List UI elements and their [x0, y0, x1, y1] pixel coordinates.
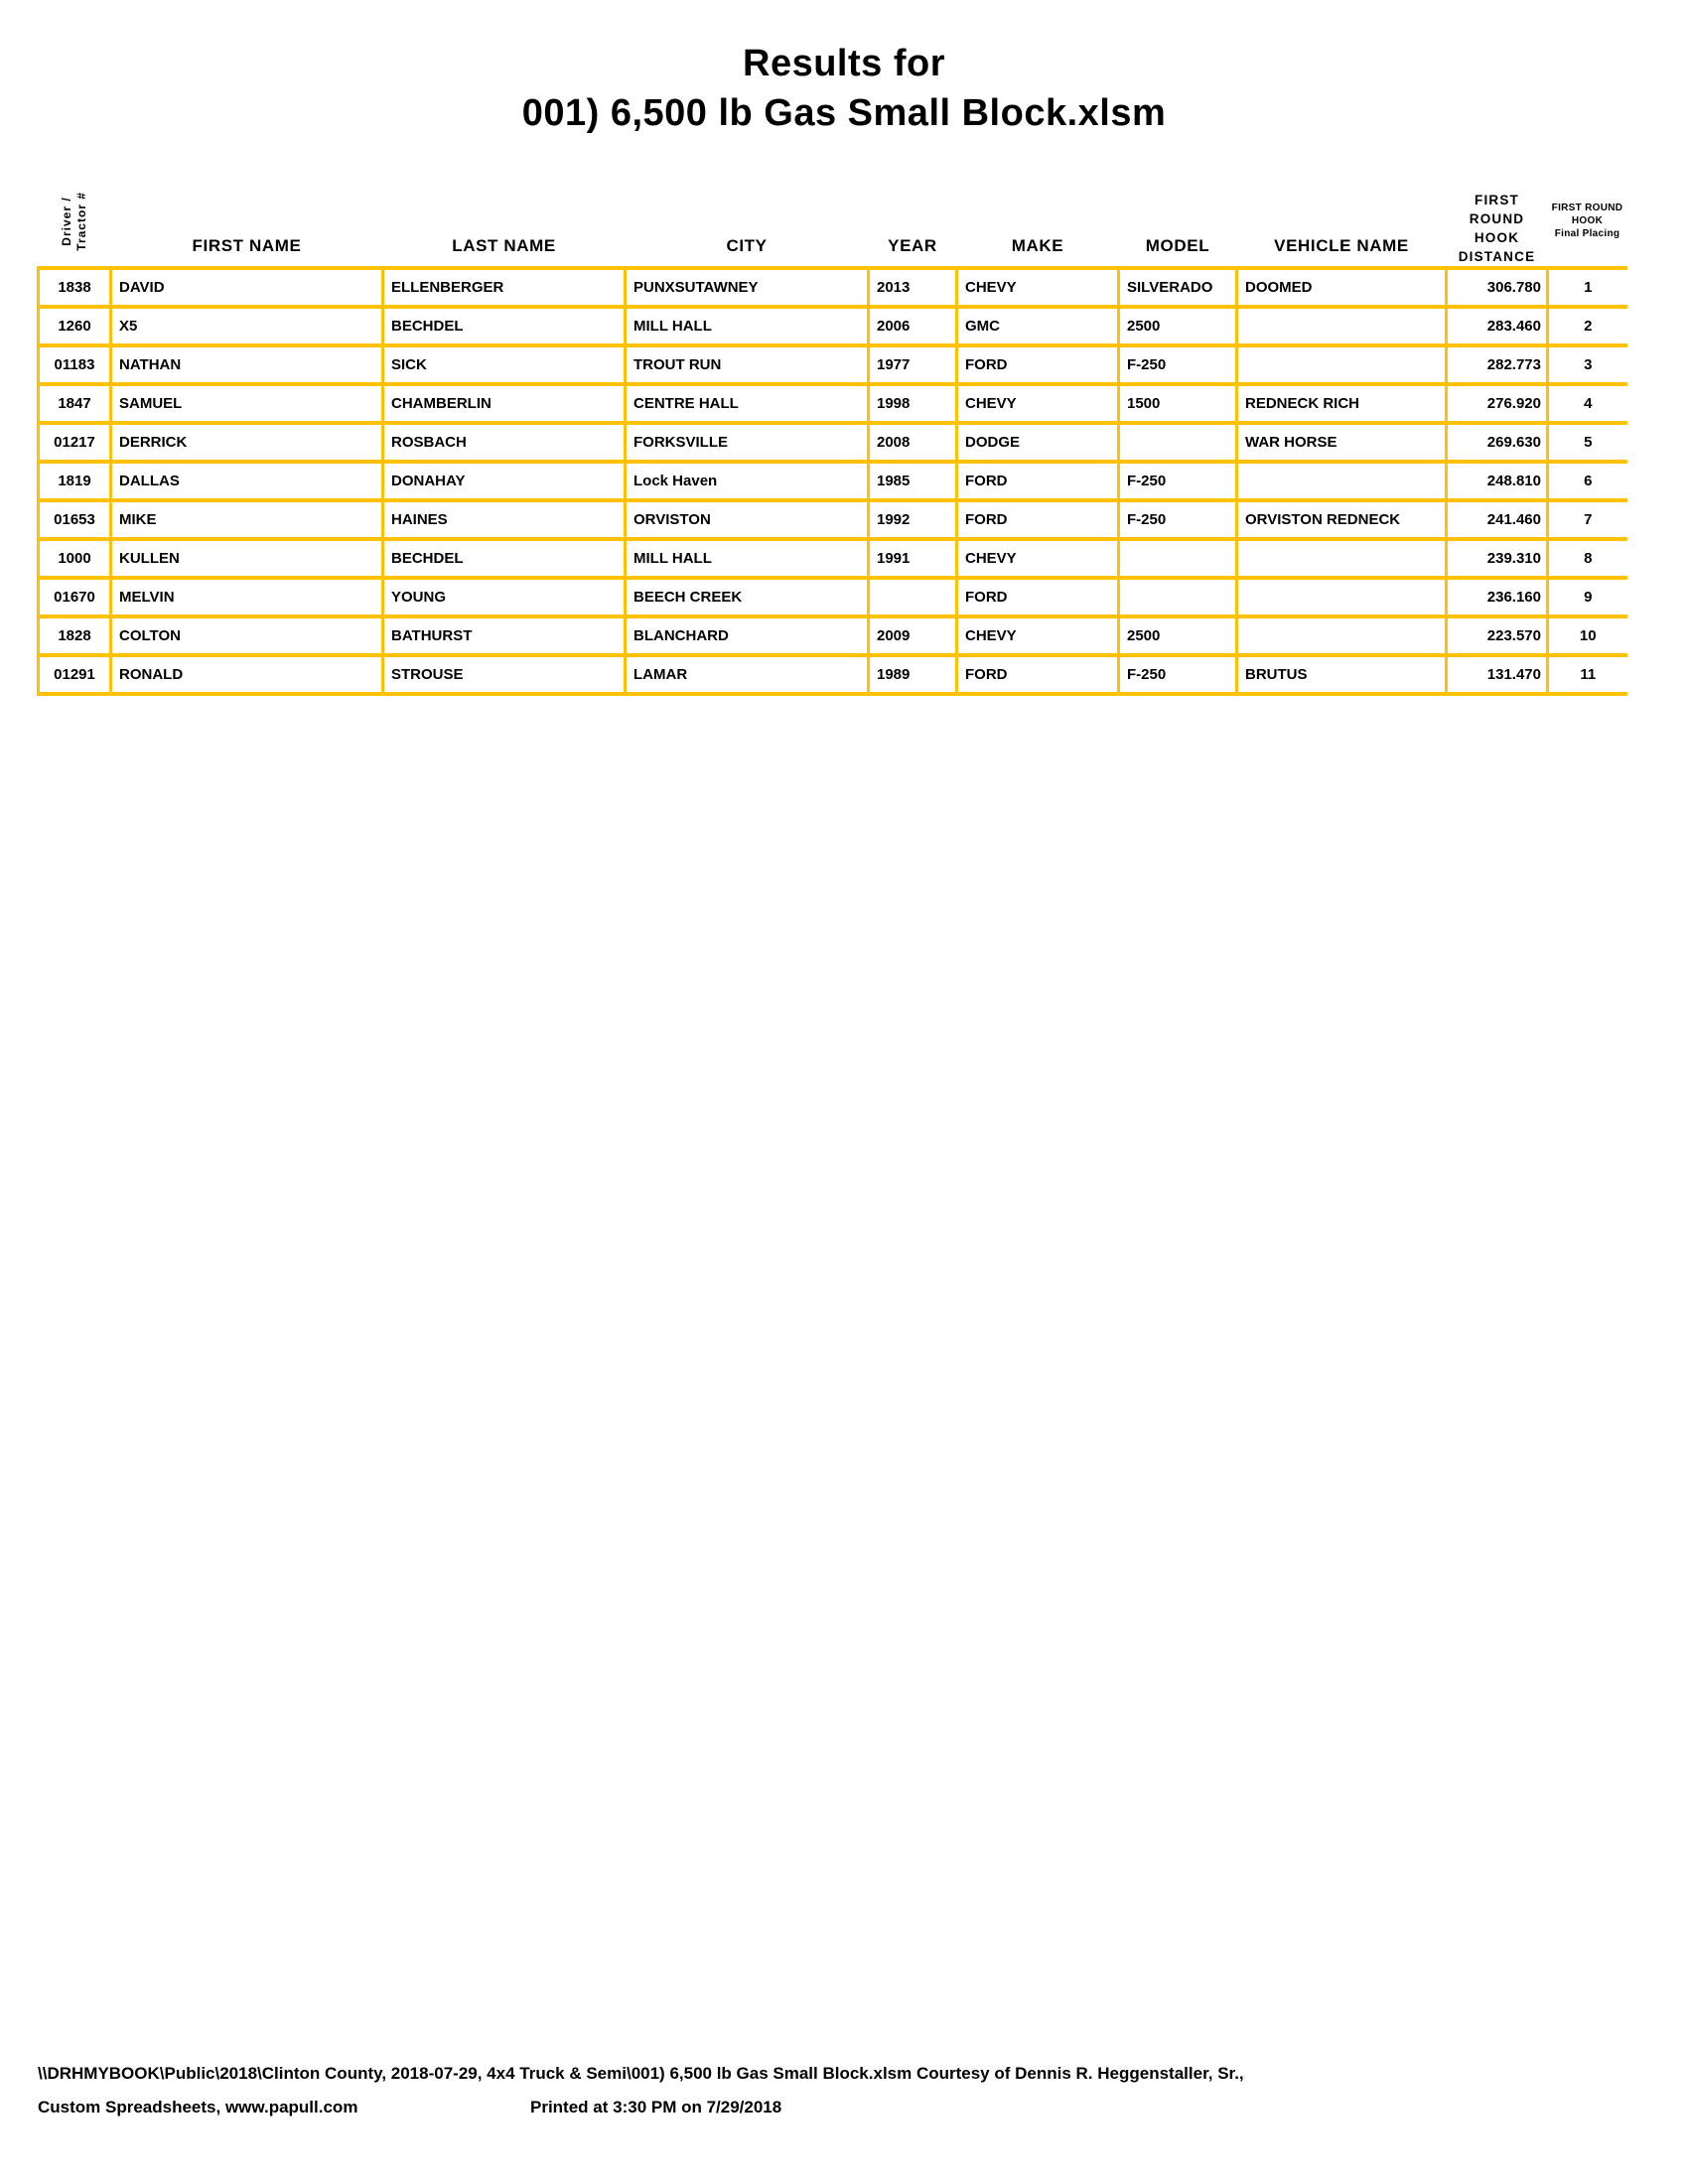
- cell-vehicle-name: [1237, 462, 1447, 500]
- cell-first-name: DALLAS: [111, 462, 383, 500]
- footer-printed-timestamp: Printed at 3:30 PM on 7/29/2018: [530, 2098, 782, 2116]
- cell-hook-distance: 236.160: [1447, 578, 1548, 616]
- cell-vehicle-name: [1237, 539, 1447, 578]
- table-row: [39, 384, 1627, 423]
- cell-first-name: NATHAN: [111, 345, 383, 384]
- footer-second-line: [38, 2091, 1656, 2124]
- column-header-model: MODEL: [1145, 236, 1210, 255]
- header-placing-line1: FIRST ROUND: [1551, 203, 1623, 213]
- cell-hook-distance: 223.570: [1447, 616, 1548, 655]
- cell-last-name: SICK: [383, 345, 626, 384]
- cell-model: [1119, 539, 1237, 578]
- cell-vehicle-name: [1237, 578, 1447, 616]
- cell-make: FORD: [957, 578, 1119, 616]
- cell-last-name: DONAHAY: [383, 462, 626, 500]
- cell-driver-tractor-number: 1847: [39, 384, 111, 423]
- cell-hook-distance: 283.460: [1447, 307, 1548, 345]
- header-distance-line1: FIRST: [1475, 193, 1519, 207]
- cell-last-name: STROUSE: [383, 655, 626, 694]
- column-header-city: CITY: [726, 236, 768, 255]
- cell-year: 1991: [869, 539, 957, 578]
- cell-hook-distance: 241.460: [1447, 500, 1548, 539]
- table-row: [39, 423, 1627, 462]
- cell-final-placing: 2: [1548, 307, 1627, 345]
- cell-model: F-250: [1119, 500, 1237, 539]
- results-table: [37, 137, 1627, 696]
- cell-city: BEECH CREEK: [626, 578, 869, 616]
- cell-city: BLANCHARD: [626, 616, 869, 655]
- footer-credit-text: Custom Spreadsheets, www.papull.com: [38, 2098, 358, 2116]
- cell-last-name: BATHURST: [383, 616, 626, 655]
- cell-first-name: KULLEN: [111, 539, 383, 578]
- table-row: [39, 500, 1627, 539]
- header-placing-line2: HOOK: [1571, 215, 1604, 226]
- cell-driver-tractor-number: 1260: [39, 307, 111, 345]
- cell-year: 1989: [869, 655, 957, 694]
- report-footer: [38, 2057, 1656, 2124]
- column-header-vehicle-name: VEHICLE NAME: [1274, 236, 1409, 255]
- table-row: [39, 616, 1627, 655]
- cell-first-name: DERRICK: [111, 423, 383, 462]
- cell-first-name: SAMUEL: [111, 384, 383, 423]
- column-header-driver-tractor-number: [39, 137, 111, 268]
- cell-make: CHEVY: [957, 539, 1119, 578]
- cell-model: F-250: [1119, 462, 1237, 500]
- cell-final-placing: 10: [1548, 616, 1627, 655]
- cell-model: 2500: [1119, 307, 1237, 345]
- cell-year: 1977: [869, 345, 957, 384]
- cell-driver-tractor-number: 01217: [39, 423, 111, 462]
- cell-last-name: YOUNG: [383, 578, 626, 616]
- cell-driver-tractor-number: 01291: [39, 655, 111, 694]
- cell-city: MILL HALL: [626, 307, 869, 345]
- cell-make: FORD: [957, 345, 1119, 384]
- cell-vehicle-name: WAR HORSE: [1237, 423, 1447, 462]
- header-driver-line1: Driver /: [60, 197, 73, 246]
- cell-vehicle-name: ORVISTON REDNECK: [1237, 500, 1447, 539]
- table-row: [39, 307, 1627, 345]
- cell-city: CENTRE HALL: [626, 384, 869, 423]
- cell-vehicle-name: [1237, 616, 1447, 655]
- table-row: [39, 345, 1627, 384]
- column-header-first-round-hook-distance: [1447, 137, 1548, 268]
- rotated-header-text: [60, 192, 89, 251]
- cell-first-name: DAVID: [111, 268, 383, 307]
- cell-last-name: HAINES: [383, 500, 626, 539]
- results-table-body: [39, 268, 1627, 694]
- cell-make: FORD: [957, 500, 1119, 539]
- column-header-first-name: FIRST NAME: [192, 236, 302, 255]
- cell-city: FORKSVILLE: [626, 423, 869, 462]
- cell-first-name: RONALD: [111, 655, 383, 694]
- cell-first-name: MELVIN: [111, 578, 383, 616]
- cell-year: 2006: [869, 307, 957, 345]
- cell-final-placing: 3: [1548, 345, 1627, 384]
- cell-vehicle-name: [1237, 345, 1447, 384]
- cell-make: DODGE: [957, 423, 1119, 462]
- cell-city: ORVISTON: [626, 500, 869, 539]
- cell-year: 2013: [869, 268, 957, 307]
- report-title: Results for: [743, 43, 945, 84]
- table-row: [39, 462, 1627, 500]
- cell-vehicle-name: BRUTUS: [1237, 655, 1447, 694]
- cell-model: [1119, 578, 1237, 616]
- header-driver-line2: Tractor #: [74, 192, 88, 251]
- cell-final-placing: 1: [1548, 268, 1627, 307]
- cell-model: 2500: [1119, 616, 1237, 655]
- cell-driver-tractor-number: 01183: [39, 345, 111, 384]
- cell-make: FORD: [957, 655, 1119, 694]
- table-row: [39, 578, 1627, 616]
- cell-hook-distance: 131.470: [1447, 655, 1548, 694]
- cell-year: 2008: [869, 423, 957, 462]
- header-row: [39, 137, 1627, 268]
- cell-hook-distance: 269.630: [1447, 423, 1548, 462]
- cell-year: 1992: [869, 500, 957, 539]
- header-distance-line3: HOOK: [1474, 230, 1520, 245]
- cell-last-name: CHAMBERLIN: [383, 384, 626, 423]
- cell-year: 1998: [869, 384, 957, 423]
- cell-last-name: ROSBACH: [383, 423, 626, 462]
- results-table-header: [39, 137, 1627, 268]
- cell-model: F-250: [1119, 345, 1237, 384]
- cell-driver-tractor-number: 1000: [39, 539, 111, 578]
- cell-vehicle-name: REDNECK RICH: [1237, 384, 1447, 423]
- cell-city: PUNXSUTAWNEY: [626, 268, 869, 307]
- cell-city: LAMAR: [626, 655, 869, 694]
- header-distance-line2: ROUND: [1469, 211, 1525, 226]
- cell-hook-distance: 276.920: [1447, 384, 1548, 423]
- cell-hook-distance: 282.773: [1447, 345, 1548, 384]
- cell-final-placing: 8: [1548, 539, 1627, 578]
- table-row: [39, 539, 1627, 578]
- cell-city: MILL HALL: [626, 539, 869, 578]
- table-row: [39, 268, 1627, 307]
- cell-first-name: MIKE: [111, 500, 383, 539]
- cell-final-placing: 5: [1548, 423, 1627, 462]
- cell-model: F-250: [1119, 655, 1237, 694]
- report-subtitle: 001) 6,500 lb Gas Small Block.xlsm: [521, 92, 1167, 134]
- cell-city: TROUT RUN: [626, 345, 869, 384]
- column-header-make: MAKE: [1011, 236, 1064, 255]
- cell-make: GMC: [957, 307, 1119, 345]
- cell-make: FORD: [957, 462, 1119, 500]
- cell-city: Lock Haven: [626, 462, 869, 500]
- cell-driver-tractor-number: 01653: [39, 500, 111, 539]
- cell-last-name: ELLENBERGER: [383, 268, 626, 307]
- cell-hook-distance: 306.780: [1447, 268, 1548, 307]
- cell-make: CHEVY: [957, 268, 1119, 307]
- header-placing-line3: Final Placing: [1554, 228, 1620, 239]
- table-row: [39, 655, 1627, 694]
- cell-final-placing: 11: [1548, 655, 1627, 694]
- column-header-first-round-hook-final-placing: [1548, 137, 1627, 268]
- footer-file-path-line: \\DRHMYBOOK\Public\2018\Clinton County, 2018-07-29, 4x4 Truck & Semi\001) 6,500 lb Gas Small Block.xlsm Courtesy of Dennis R. Heggenstaller, Sr.,: [38, 2064, 1244, 2083]
- cell-vehicle-name: DOOMED: [1237, 268, 1447, 307]
- cell-final-placing: 7: [1548, 500, 1627, 539]
- column-header-year: YEAR: [888, 236, 937, 255]
- cell-hook-distance: 239.310: [1447, 539, 1548, 578]
- cell-last-name: BECHDEL: [383, 539, 626, 578]
- cell-driver-tractor-number: 1828: [39, 616, 111, 655]
- cell-hook-distance: 248.810: [1447, 462, 1548, 500]
- cell-make: CHEVY: [957, 384, 1119, 423]
- cell-driver-tractor-number: 1819: [39, 462, 111, 500]
- cell-vehicle-name: [1237, 307, 1447, 345]
- cell-year: 2009: [869, 616, 957, 655]
- cell-last-name: BECHDEL: [383, 307, 626, 345]
- cell-year: 1985: [869, 462, 957, 500]
- cell-first-name: COLTON: [111, 616, 383, 655]
- cell-make: CHEVY: [957, 616, 1119, 655]
- cell-year: [869, 578, 957, 616]
- cell-final-placing: 4: [1548, 384, 1627, 423]
- header-distance-line4: DISTANCE: [1458, 249, 1536, 264]
- cell-model: 1500: [1119, 384, 1237, 423]
- cell-driver-tractor-number: 01670: [39, 578, 111, 616]
- column-header-last-name: LAST NAME: [452, 236, 556, 255]
- cell-driver-tractor-number: 1838: [39, 268, 111, 307]
- cell-first-name: X5: [111, 307, 383, 345]
- cell-model: [1119, 423, 1237, 462]
- title-block: [0, 42, 1688, 135]
- cell-final-placing: 6: [1548, 462, 1627, 500]
- cell-final-placing: 9: [1548, 578, 1627, 616]
- cell-model: SILVERADO: [1119, 268, 1237, 307]
